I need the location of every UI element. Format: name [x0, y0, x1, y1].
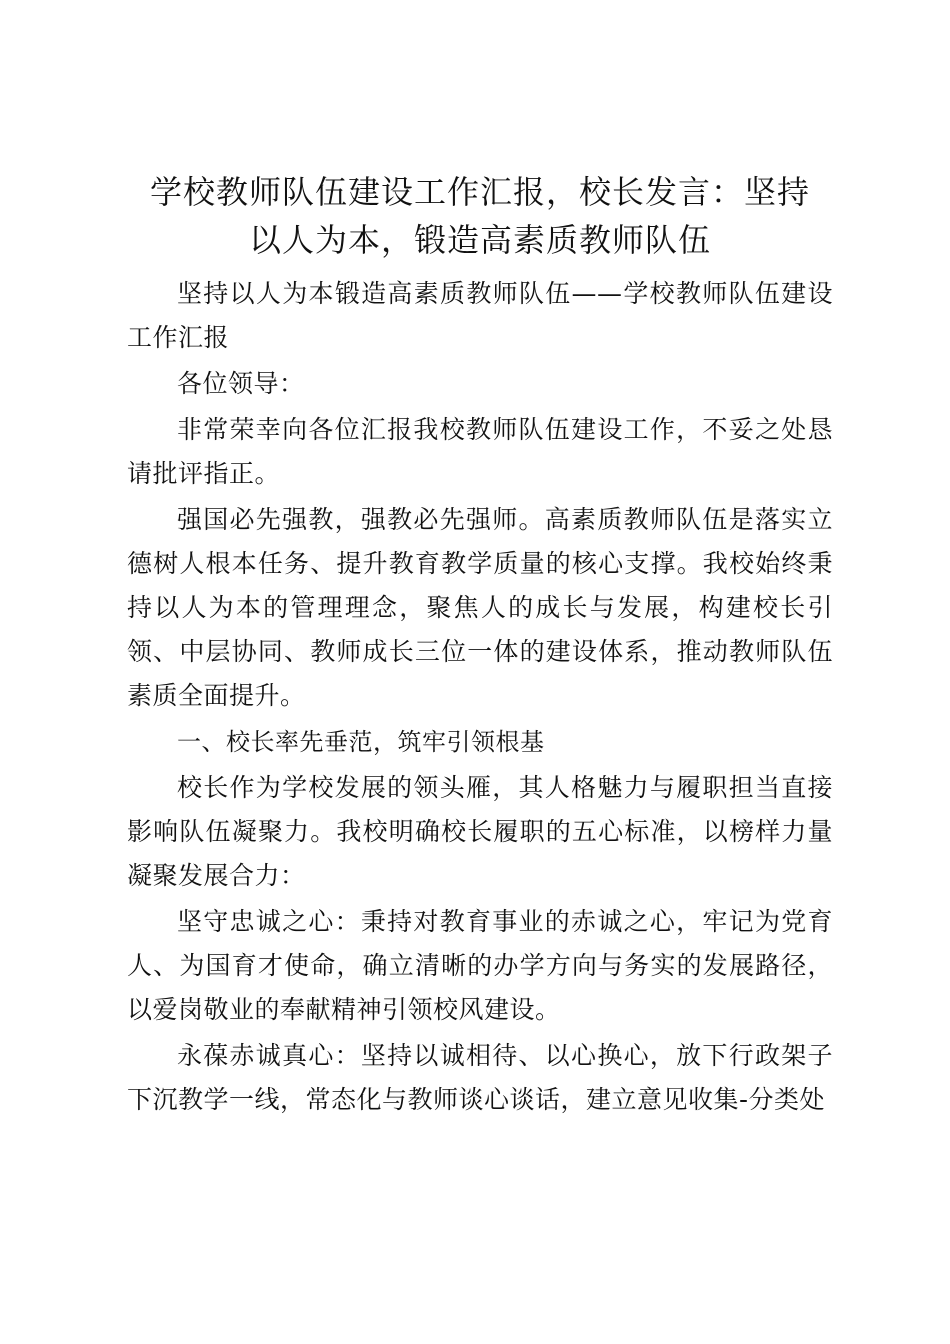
- intro-paragraph: 非常荣幸向各位汇报我校教师队伍建设工作，不妥之处恳请批评指正。: [127, 415, 833, 488]
- section-heading-1: 一、校长率先垂范，筑牢引领根基: [177, 728, 545, 756]
- salutation: 各位领导：: [177, 369, 305, 398]
- overview-paragraph: 强国必先强教，强教必先强师。高素质教师队伍是落实立德树人根本任务、提升教育教学质量的核心支撑。我校始终秉持以人为本的管理理念，聚焦人的成长与发展，构建校长引领、中层协同、教师成长三位一体的建设体系，推动教师队伍素质全面提升。: [127, 505, 833, 710]
- title-line-2: 以人为本，锻造高素质教师队伍: [248, 221, 711, 259]
- title-line-1: 学校教师队伍建设工作汇报，校长发言：坚持: [149, 173, 810, 211]
- document-title: [127, 168, 833, 264]
- document-subtitle: 坚持以人为本锻造高素质教师队伍——学校教师队伍建设工作汇报: [127, 279, 833, 352]
- sincerity-paragraph: 永葆赤诚真心：坚持以诚相待、以心换心，放下行政架子下沉教学一线，常态化与教师谈心谈话，建立意见收集-分类处: [127, 1041, 833, 1114]
- section1-intro-paragraph: 校长作为学校发展的领头雁，其人格魅力与履职担当直接影响队伍凝聚力。我校明确校长履职的五心标准，以榜样力量凝聚发展合力：: [127, 773, 833, 890]
- document-page: [127, 168, 833, 1122]
- loyalty-paragraph: 坚守忠诚之心：秉持对教育事业的赤诚之心，牢记为党育人、为国育才使命，确立清晰的办学方向与务实的发展路径，以爱岗敬业的奉献精神引领校风建设。: [127, 907, 833, 1024]
